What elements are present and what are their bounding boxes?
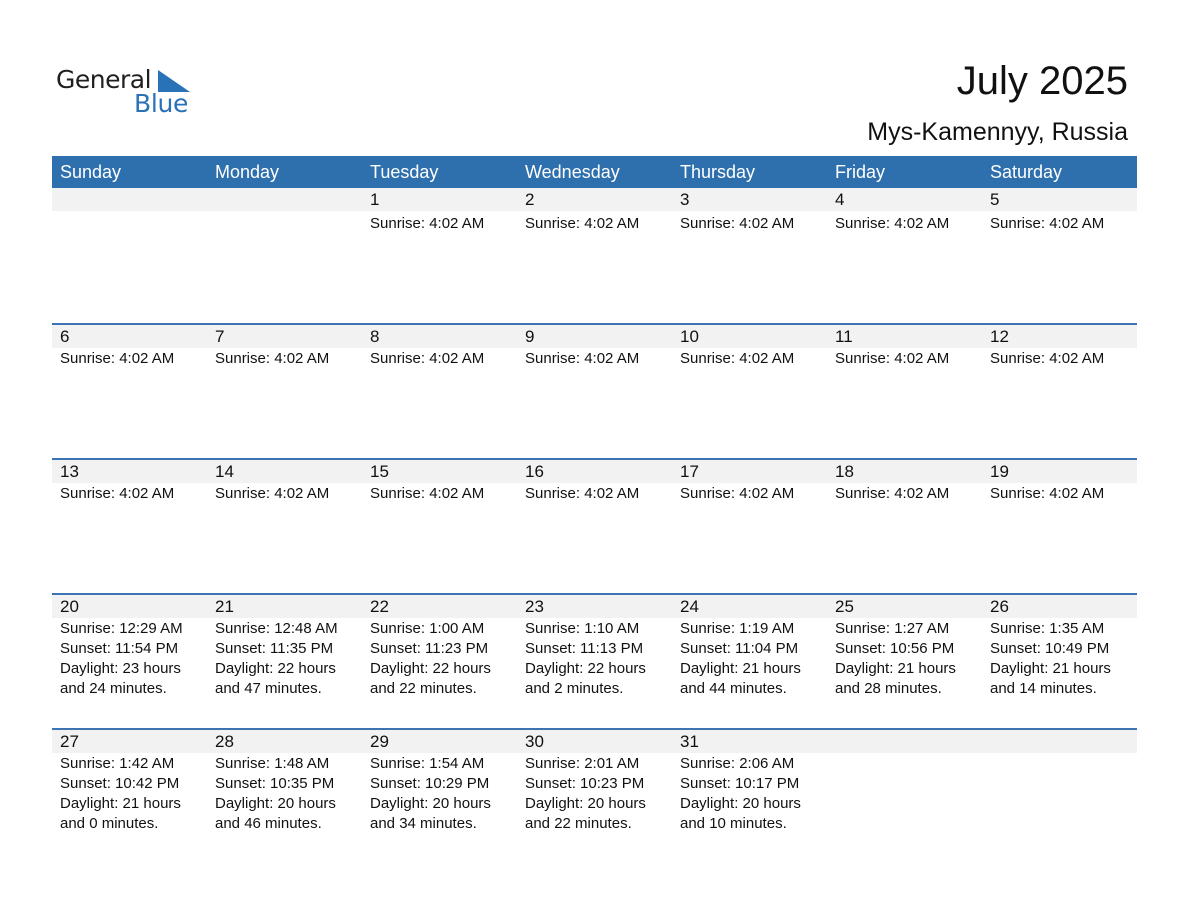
day-cell: [52, 323, 207, 458]
day-cell: [517, 728, 672, 863]
sun-info-line: Sunset: 10:56 PM: [835, 640, 955, 657]
sun-info-line: Daylight: 20 hours: [680, 795, 801, 812]
sun-info-line: and 0 minutes.: [60, 815, 159, 832]
day-number: 8: [370, 327, 380, 346]
sun-info-line: Sunrise: 4:02 AM: [370, 485, 485, 502]
day-sun-info: [215, 619, 338, 699]
day-cell: [982, 593, 1137, 728]
day-cell: [517, 593, 672, 728]
day-number: 28: [215, 732, 234, 751]
logo-text-general: General: [56, 65, 152, 94]
day-sun-info: [835, 619, 956, 699]
day-number: 4: [835, 190, 845, 209]
sun-info-line: Sunset: 11:23 PM: [370, 640, 489, 657]
sun-info-line: Sunset: 11:35 PM: [215, 640, 334, 657]
sun-info-line: Sunrise: 1:19 AM: [680, 620, 795, 637]
sun-info-line: Sunset: 11:13 PM: [525, 640, 644, 657]
sun-info-line: Daylight: 21 hours: [680, 660, 801, 677]
sun-info-line: Sunrise: 4:02 AM: [60, 350, 175, 367]
day-sun-info: [525, 214, 639, 234]
day-cell: [827, 458, 982, 593]
location-subtitle: Mys-Kamennyy, Russia: [867, 118, 1128, 146]
day-number: 13: [60, 462, 79, 481]
sun-info-line: Daylight: 20 hours: [215, 795, 336, 812]
sun-info-line: Sunset: 10:17 PM: [680, 775, 800, 792]
day-sun-info: [680, 484, 794, 504]
sun-info-line: and 28 minutes.: [835, 680, 942, 697]
day-number: 1: [370, 190, 380, 209]
day-number: 2: [525, 190, 535, 209]
day-cell: [517, 458, 672, 593]
sun-info-line: Sunrise: 2:01 AM: [525, 755, 640, 772]
day-cell: [362, 188, 517, 323]
sun-info-line: Daylight: 21 hours: [835, 660, 956, 677]
day-number: 30: [525, 732, 544, 751]
day-cell: [52, 593, 207, 728]
day-cell: [827, 188, 982, 323]
sun-info-line: Sunrise: 1:42 AM: [60, 755, 175, 772]
day-cell: [827, 323, 982, 458]
day-sun-info: [525, 754, 646, 834]
sun-info-line: Sunrise: 4:02 AM: [525, 485, 640, 502]
day-number: 25: [835, 597, 854, 616]
sun-info-line: and 10 minutes.: [680, 815, 787, 832]
sun-info-line: and 22 minutes.: [370, 680, 477, 697]
day-cell: [362, 728, 517, 863]
sun-info-line: Daylight: 20 hours: [525, 795, 646, 812]
sun-info-line: Sunrise: 1:48 AM: [215, 755, 330, 772]
sun-info-line: Sunrise: 4:02 AM: [680, 485, 795, 502]
day-sun-info: [680, 349, 794, 369]
day-number: 9: [525, 327, 535, 346]
day-number: 3: [680, 190, 690, 209]
day-number: 31: [680, 732, 699, 751]
day-sun-info: [990, 349, 1104, 369]
day-number: 20: [60, 597, 79, 616]
sun-info-line: Sunrise: 4:02 AM: [990, 215, 1105, 232]
day-sun-info: [370, 484, 484, 504]
sun-info-line: Daylight: 22 hours: [525, 660, 646, 677]
day-number: 5: [990, 190, 1000, 209]
day-cell: [672, 728, 827, 863]
day-sun-info: [990, 214, 1104, 234]
day-cell: [982, 188, 1137, 323]
day-sun-info: [370, 619, 491, 699]
sun-info-line: Sunset: 10:49 PM: [990, 640, 1110, 657]
day-cell: [982, 458, 1137, 593]
sun-info-line: Sunrise: 12:29 AM: [60, 620, 183, 637]
weekday-tuesday: Tuesday: [370, 162, 439, 182]
sun-info-line: Daylight: 20 hours: [370, 795, 491, 812]
sun-info-line: and 2 minutes.: [525, 680, 624, 697]
sun-info-line: Sunrise: 4:02 AM: [835, 485, 950, 502]
day-number: 15: [370, 462, 389, 481]
weekday-sunday: Sunday: [60, 162, 122, 182]
sun-info-line: Sunrise: 4:02 AM: [990, 350, 1105, 367]
sun-info-line: Sunrise: 12:48 AM: [215, 620, 338, 637]
day-sun-info: [680, 619, 801, 699]
day-cell: [672, 323, 827, 458]
day-cell: [672, 593, 827, 728]
day-cell: [207, 458, 362, 593]
calendar-week: [52, 323, 1137, 458]
sun-info-line: Sunrise: 1:00 AM: [370, 620, 485, 637]
day-cell: [207, 593, 362, 728]
sun-info-line: and 14 minutes.: [990, 680, 1097, 697]
sun-info-line: Sunrise: 4:02 AM: [370, 350, 485, 367]
sun-info-line: Sunrise: 1:27 AM: [835, 620, 950, 637]
day-number: 23: [525, 597, 544, 616]
day-sun-info: [60, 484, 174, 504]
day-number: 27: [60, 732, 79, 751]
sun-info-line: Sunset: 11:04 PM: [680, 640, 799, 657]
sun-info-line: Sunrise: 4:02 AM: [835, 350, 950, 367]
weekday-saturday: Saturday: [990, 162, 1063, 182]
day-sun-info: [215, 349, 329, 369]
day-number: 16: [525, 462, 544, 481]
day-number: 10: [680, 327, 699, 346]
weekday-friday: Friday: [835, 162, 886, 182]
day-cell: [52, 728, 207, 863]
day-sun-info: [525, 619, 646, 699]
sun-info-line: Sunrise: 4:02 AM: [215, 485, 330, 502]
day-sun-info: [835, 214, 949, 234]
day-cell: [672, 188, 827, 323]
sun-info-line: and 46 minutes.: [215, 815, 322, 832]
day-number: 12: [990, 327, 1009, 346]
sun-info-line: Sunrise: 4:02 AM: [60, 485, 175, 502]
sun-info-line: Sunrise: 4:02 AM: [525, 350, 640, 367]
sun-info-line: Daylight: 21 hours: [60, 795, 181, 812]
logo-text-blue: Blue: [134, 89, 189, 118]
weekday-thursday: Thursday: [680, 162, 756, 182]
sun-info-line: Sunrise: 4:02 AM: [680, 215, 795, 232]
day-cell: [207, 323, 362, 458]
day-sun-info: [215, 484, 329, 504]
weekday-header: [52, 156, 1137, 188]
day-number: 26: [990, 597, 1009, 616]
sun-info-line: and 24 minutes.: [60, 680, 167, 697]
day-sun-info: [525, 484, 639, 504]
sun-info-line: Sunrise: 4:02 AM: [990, 485, 1105, 502]
day-sun-info: [370, 349, 484, 369]
sun-info-line: Sunset: 10:23 PM: [525, 775, 645, 792]
calendar-week: [52, 458, 1137, 593]
day-cell: [982, 323, 1137, 458]
sun-info-line: Sunset: 10:35 PM: [215, 775, 335, 792]
sun-info-line: Sunset: 11:54 PM: [60, 640, 179, 657]
day-sun-info: [60, 619, 183, 699]
day-cell: [672, 458, 827, 593]
day-sun-info: [370, 754, 491, 834]
day-number: 7: [215, 327, 225, 346]
sun-info-line: Sunrise: 4:02 AM: [370, 215, 485, 232]
sun-info-line: Daylight: 22 hours: [370, 660, 491, 677]
sun-info-line: Sunrise: 1:10 AM: [525, 620, 640, 637]
sun-info-line: Sunrise: 1:54 AM: [370, 755, 485, 772]
weekday-wednesday: Wednesday: [525, 162, 620, 182]
day-number: 18: [835, 462, 854, 481]
day-cell: [362, 593, 517, 728]
day-cell: [827, 593, 982, 728]
day-cell: [52, 458, 207, 593]
sun-info-line: Sunrise: 2:06 AM: [680, 755, 795, 772]
sun-info-line: Daylight: 22 hours: [215, 660, 336, 677]
day-sun-info: [370, 214, 484, 234]
sun-info-line: and 44 minutes.: [680, 680, 787, 697]
sun-info-line: Sunset: 10:42 PM: [60, 775, 180, 792]
calendar-week: [52, 728, 1137, 863]
sun-info-line: and 22 minutes.: [525, 815, 632, 832]
day-number: 21: [215, 597, 234, 616]
day-sun-info: [215, 754, 336, 834]
sun-info-line: Sunrise: 4:02 AM: [835, 215, 950, 232]
sun-info-line: and 47 minutes.: [215, 680, 322, 697]
day-sun-info: [525, 349, 639, 369]
sun-info-line: Daylight: 21 hours: [990, 660, 1111, 677]
calendar-week: [52, 593, 1137, 728]
page-title: July 2025: [956, 59, 1128, 103]
day-sun-info: [60, 754, 181, 834]
day-number: 29: [370, 732, 389, 751]
day-number: 24: [680, 597, 699, 616]
day-sun-info: [835, 484, 949, 504]
day-sun-info: [680, 754, 801, 834]
day-number: 17: [680, 462, 699, 481]
weekday-monday: Monday: [215, 162, 280, 182]
day-sun-info: [990, 484, 1104, 504]
day-sun-info: [835, 349, 949, 369]
day-sun-info: [680, 214, 794, 234]
sun-info-line: Sunrise: 4:02 AM: [525, 215, 640, 232]
day-number: 19: [990, 462, 1009, 481]
day-number: 14: [215, 462, 234, 481]
generalblue-logo: [56, 64, 206, 120]
day-cell: [517, 188, 672, 323]
day-number: 11: [835, 327, 853, 346]
day-cell: [362, 458, 517, 593]
calendar-week: [52, 188, 1137, 323]
sun-info-line: Daylight: 23 hours: [60, 660, 181, 677]
day-sun-info: [990, 619, 1111, 699]
sun-info-line: Sunrise: 4:02 AM: [215, 350, 330, 367]
sun-info-line: Sunset: 10:29 PM: [370, 775, 490, 792]
day-cell: [207, 728, 362, 863]
sun-info-line: Sunrise: 1:35 AM: [990, 620, 1105, 637]
day-cell: [517, 323, 672, 458]
day-number: 22: [370, 597, 389, 616]
day-number: 6: [60, 327, 70, 346]
day-cell: [362, 323, 517, 458]
sun-info-line: and 34 minutes.: [370, 815, 477, 832]
sun-info-line: Sunrise: 4:02 AM: [680, 350, 795, 367]
day-sun-info: [60, 349, 174, 369]
